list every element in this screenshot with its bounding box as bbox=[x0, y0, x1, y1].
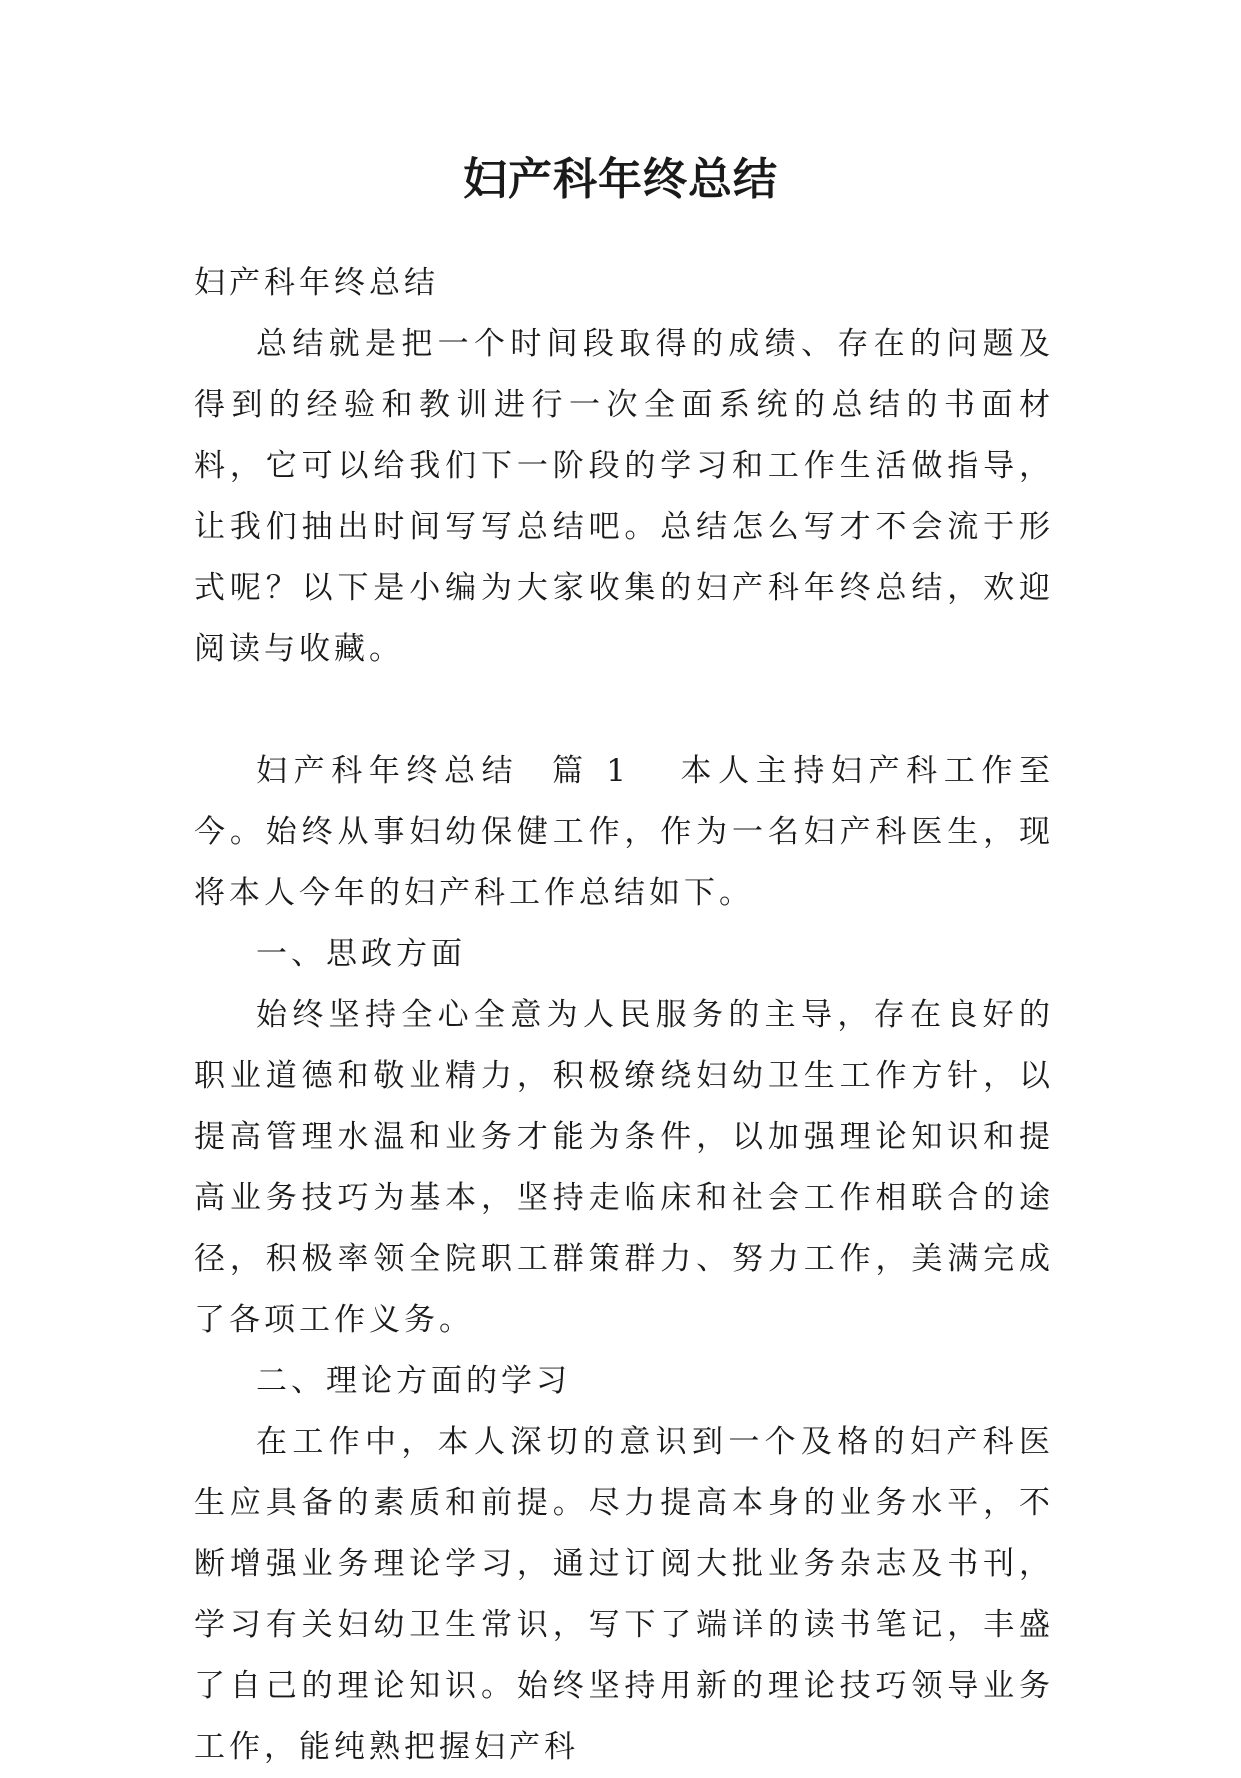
intro-paragraph: 总结就是把一个时间段取得的成绩、存在的问题及得到的经验和教训进行一次全面系统的总结的书面材料，它可以给我们下一阶段的学习和工作生活做指导，让我们抽出时间写写总结吧。总结怎么写才不会流于形式呢？以下是小编为大家收集的妇产科年终总结，欢迎阅读与收藏。 bbox=[194, 326, 1054, 667]
piece-label: 妇产科年终总结 bbox=[256, 753, 520, 789]
paragraph-gap bbox=[194, 680, 1054, 741]
section-heading-ideology: 一、思政方面 bbox=[256, 936, 466, 972]
document-subtitle: 妇产科年终总结 bbox=[194, 265, 439, 301]
piece-number: 篇 1 bbox=[552, 753, 630, 789]
section-body-ideology: 始终坚持全心全意为人民服务的主导，存在良好的职业道德和敬业精力，积极缭绕妇幼卫生工作方针，以提高管理水温和业务才能为条件，以加强理论知识和提高业务技巧为基本，坚持走临床和社会工作相联合的途径，积极率领全院职工群策群力、努力工作，美满完成了各项工作义务。 bbox=[194, 997, 1054, 1338]
piece-opening: 本人主持妇产科工作至今。始终从事妇幼保健工作，作为一名妇产科医生，现将本人今年的妇产科工作总结如下。 bbox=[194, 753, 1055, 911]
section-heading-theory: 二、理论方面的学习 bbox=[256, 1363, 571, 1399]
section-body-theory: 在工作中，本人深切的意识到一个及格的妇产科医生应具备的素质和前提。尽力提高本身的业务水平，不断增强业务理论学习，通过订阅大批业务杂志及书刊，学习有关妇幼卫生常识，写下了端详的读书笔记，丰盛了自己的理论知识。始终坚持用新的理论技巧领导业务工作，能纯熟把握妇产科 bbox=[194, 1424, 1054, 1765]
document-title: 妇产科年终总结 bbox=[463, 154, 778, 205]
piece-paragraph bbox=[194, 741, 1054, 924]
document-body bbox=[194, 253, 1054, 1778]
